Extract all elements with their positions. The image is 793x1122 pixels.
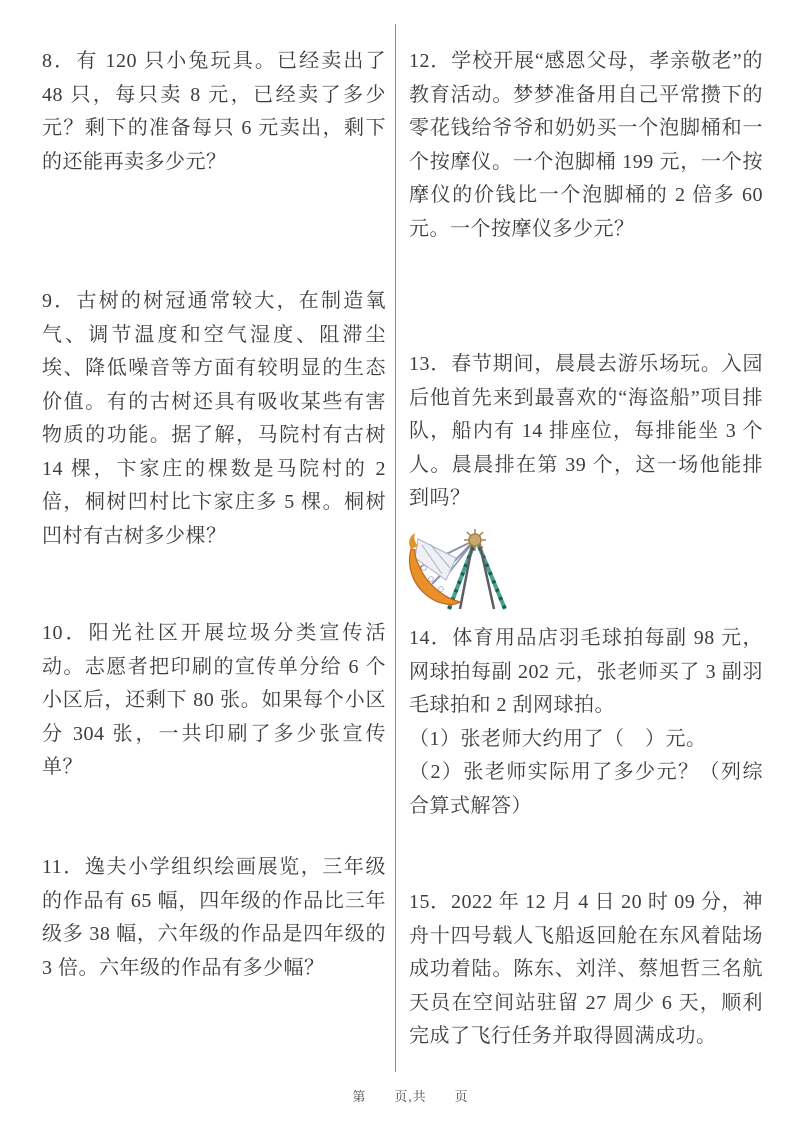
hull-seat-1 — [422, 566, 427, 571]
problem-13: 13．春节期间，晨晨去游乐场玩。入园后他首先来到最喜欢的“海盗船”项目排队，船内有 14 排座位，每排能坐 3 个人。晨晨排在第 39 个，这一场他能排到吗？ — [409, 353, 763, 509]
page-footer: 第 页,共 页 — [352, 1089, 469, 1104]
hull-seat-3 — [439, 587, 444, 592]
problem-12: 12．学校开展“感恩父母，孝亲敬老”的教育活动。梦梦准备用自己平常攒下的零花钱给爷爷和奶奶买一个泡脚桶和一个按摩仪。一个泡脚桶 199 元，一个按摩仪的价钱比一个泡脚桶的 2 倍多 60 元。一个按摩仪多少元？ — [409, 50, 763, 240]
problem-14-part-1: （1）张老师大约用了（ ）元。 — [409, 727, 707, 750]
hub-center — [469, 534, 481, 546]
problem-14-part-2: （2）张老师实际用了多少元？（列综合算式解答） — [409, 761, 763, 817]
hull-seat-2 — [429, 577, 434, 582]
pirate-ship-illustration — [402, 512, 527, 612]
column-divider-line — [395, 24, 396, 1072]
problem-11: 11．逸夫小学组织绘画展览，三年级的作品有 65 幅，四年级的作品比三年级多 38 幅，六年级的作品是四年级的 3 倍。六年级的作品有多少幅？ — [42, 856, 386, 979]
ship-hub — [464, 529, 486, 551]
problem-14 — [409, 622, 763, 823]
problem-14-stem: 14．体育用品店羽毛球拍每副 98 元，网球拍每副 202 元，张老师买了 3 副羽毛球拍和 2 刮网球拍。 — [409, 627, 763, 716]
problem-9: 9．古树的树冠通常较大，在制造氧气、调节温度和空气湿度、阻滞尘埃、降低噪音等方面有较明显的生态价值。有的古树还具有吸收某些有害物质的功能。据了解，马院村有古树 14 棵，卞家庄的棵数是马院村的 2 倍，桐树凹村比卞家庄多 5 棵。桐树凹村有古树多少棵？ — [42, 290, 386, 547]
problem-8: 8．有 120 只小兔玩具。已经卖出了 48 只，每只卖 8 元，已经卖了多少元？剩下的准备每只 6 元卖出，剩下的还能再卖多少元？ — [42, 50, 386, 173]
problem-15: 15．2022 年 12 月 4 日 20 时 09 分，神舟十四号载人飞船返回舱在东风着陆场成功着陆。陈东、刘洋、蔡旭哲三名航天员在空间站驻留 27 周少 6 天，顺利完成了飞行任务并取得圆满成功。 — [409, 891, 763, 1047]
problem-10: 10．阳光社区开展垃圾分类宣传活动。志愿者把印刷的宣传单分给 6 个小区后，还剩下 80 张。如果每个小区分 304 张，一共印刷了多少张宣传单？ — [42, 622, 386, 778]
